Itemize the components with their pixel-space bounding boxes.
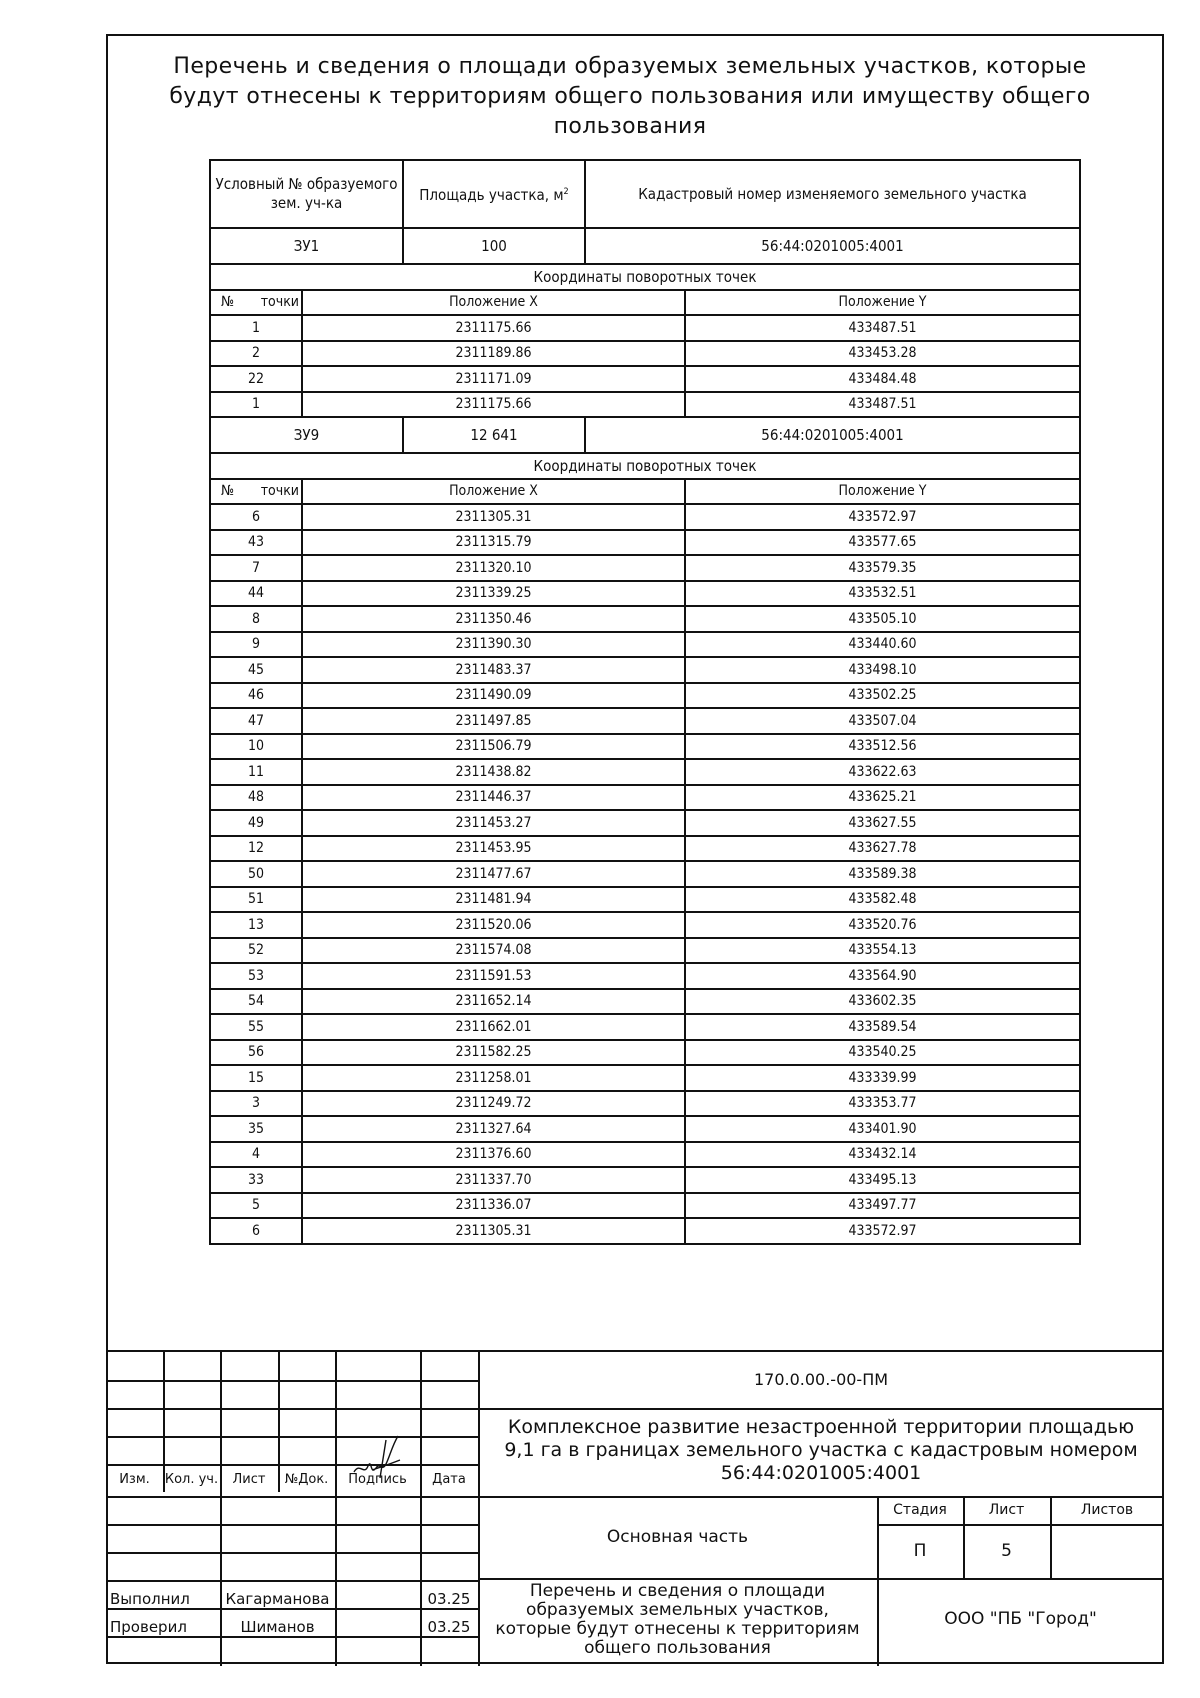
sheet-value: 5	[1001, 1541, 1012, 1561]
point-y: 433432.14	[685, 1142, 1080, 1168]
point-number: 49	[210, 810, 302, 836]
plot-cadastral: 56:44:0201005:4001	[585, 417, 1080, 453]
point-number: 3	[210, 1091, 302, 1117]
point-y: 433512.56	[685, 734, 1080, 760]
point-x: 2311258.01	[302, 1065, 685, 1091]
point-x: 2311249.72	[302, 1091, 685, 1117]
point-x: 2311453.27	[302, 810, 685, 836]
stage-value: П	[913, 1541, 927, 1561]
table-row	[210, 861, 1080, 887]
points-header-row	[210, 479, 1080, 505]
point-y: 433353.77	[685, 1091, 1080, 1117]
plot-row	[210, 228, 1080, 264]
table-row	[210, 530, 1080, 556]
point-y: 433577.65	[685, 530, 1080, 556]
table-row	[210, 1040, 1080, 1066]
point-number-word: точки	[260, 294, 299, 311]
point-x: 2311336.07	[302, 1193, 685, 1219]
point-y: 433507.04	[685, 708, 1080, 734]
point-number: 47	[210, 708, 302, 734]
point-x: 2311171.09	[302, 366, 685, 392]
stage-label: Стадия	[893, 1502, 947, 1518]
point-y: 433554.13	[685, 938, 1080, 964]
point-number: 44	[210, 581, 302, 607]
point-number: 7	[210, 555, 302, 581]
point-number: 15	[210, 1065, 302, 1091]
col-izm: Изм.	[119, 1472, 150, 1487]
point-x: 2311175.66	[302, 315, 685, 341]
point-number: 43	[210, 530, 302, 556]
check-name: Шиманов	[240, 1618, 315, 1636]
point-x: 2311337.70	[302, 1167, 685, 1193]
point-number: 2	[210, 341, 302, 367]
point-y: 433487.51	[685, 315, 1080, 341]
point-y: 433579.35	[685, 555, 1080, 581]
section-name: Основная часть	[606, 1527, 749, 1547]
table-row	[210, 1091, 1080, 1117]
table-row	[210, 1218, 1080, 1244]
point-number-header	[210, 290, 302, 316]
point-y: 433487.51	[685, 392, 1080, 418]
point-x: 2311481.94	[302, 887, 685, 913]
coords-caption-row	[210, 264, 1080, 290]
point-number: 53	[210, 963, 302, 989]
point-x: 2311376.60	[302, 1142, 685, 1168]
point-y: 433582.48	[685, 887, 1080, 913]
point-number: 11	[210, 759, 302, 785]
header-cadastral: Кадастровый номер изменяемого земельного участка	[585, 160, 1080, 228]
point-number: 55	[210, 1014, 302, 1040]
y-header: Положение Y	[685, 290, 1080, 316]
table-row	[210, 581, 1080, 607]
table-row	[210, 683, 1080, 709]
point-y: 433505.10	[685, 606, 1080, 632]
point-number-header	[210, 479, 302, 505]
point-y: 433497.77	[685, 1193, 1080, 1219]
table-row	[210, 708, 1080, 734]
point-x: 2311305.31	[302, 504, 685, 530]
plot-id: ЗУ9	[210, 417, 403, 453]
point-y: 433532.51	[685, 581, 1080, 607]
point-number-symbol: №	[221, 294, 235, 311]
col-podpis: Подпись	[348, 1472, 407, 1487]
point-number: 5	[210, 1193, 302, 1219]
table-row	[210, 963, 1080, 989]
check-date: 03.25	[427, 1618, 471, 1636]
table-row	[210, 989, 1080, 1015]
point-number: 33	[210, 1167, 302, 1193]
col-data: Дата	[432, 1472, 466, 1487]
sheet-title: Перечень и сведения о площади образуемых земельных участков, которые будут отнесены к территориям общего пользования	[495, 1581, 860, 1658]
col-ndok: №Док.	[284, 1472, 329, 1487]
point-number: 8	[210, 606, 302, 632]
table-row	[210, 912, 1080, 938]
col-list: Лист	[232, 1472, 266, 1487]
document-code: 170.0.00.-00-ПМ	[753, 1370, 889, 1389]
point-number: 51	[210, 887, 302, 913]
table-header-row	[210, 160, 1080, 228]
point-y: 433627.55	[685, 810, 1080, 836]
title-block	[106, 1350, 1164, 1666]
point-x: 2311453.95	[302, 836, 685, 862]
point-x: 2311591.53	[302, 963, 685, 989]
point-number: 1	[210, 392, 302, 418]
point-number: 48	[210, 785, 302, 811]
point-x: 2311506.79	[302, 734, 685, 760]
point-number: 22	[210, 366, 302, 392]
point-number: 13	[210, 912, 302, 938]
point-number: 52	[210, 938, 302, 964]
table-row	[210, 392, 1080, 418]
point-number: 1	[210, 315, 302, 341]
point-x: 2311320.10	[302, 555, 685, 581]
point-y: 433498.10	[685, 657, 1080, 683]
point-number: 50	[210, 861, 302, 887]
point-number: 12	[210, 836, 302, 862]
point-number: 56	[210, 1040, 302, 1066]
point-y: 433625.21	[685, 785, 1080, 811]
coords-caption-row	[210, 453, 1080, 479]
point-number-word: точки	[260, 483, 299, 500]
x-header: Положение X	[302, 479, 685, 505]
document-title: Перечень и сведения о площади образуемых земельных участков, которые будут отнесены к территориям общего пользования или имуществу общего пользования	[169, 54, 1091, 139]
point-y: 433622.63	[685, 759, 1080, 785]
point-y: 433484.48	[685, 366, 1080, 392]
point-y: 433589.38	[685, 861, 1080, 887]
sheets-label: Листов	[1080, 1502, 1134, 1518]
coordinates-table	[209, 159, 1081, 1245]
table-row	[210, 606, 1080, 632]
point-number: 4	[210, 1142, 302, 1168]
point-y: 433589.54	[685, 1014, 1080, 1040]
point-number: 9	[210, 632, 302, 658]
point-y: 433495.13	[685, 1167, 1080, 1193]
point-y: 433401.90	[685, 1116, 1080, 1142]
point-number-symbol: №	[221, 483, 235, 500]
table-row	[210, 1142, 1080, 1168]
point-number: 54	[210, 989, 302, 1015]
sheet-label: Лист	[988, 1502, 1025, 1518]
point-x: 2311189.86	[302, 341, 685, 367]
point-x: 2311483.37	[302, 657, 685, 683]
col-kol: Кол. уч.	[164, 1472, 219, 1487]
point-x: 2311652.14	[302, 989, 685, 1015]
table-row	[210, 887, 1080, 913]
point-number: 35	[210, 1116, 302, 1142]
point-number: 6	[210, 1218, 302, 1244]
point-x: 2311327.64	[302, 1116, 685, 1142]
company-name: ООО "ПБ "Город"	[944, 1609, 1097, 1629]
point-y: 433339.99	[685, 1065, 1080, 1091]
plot-area: 12 641	[403, 417, 585, 453]
table-row	[210, 1014, 1080, 1040]
point-number: 45	[210, 657, 302, 683]
table-row	[210, 657, 1080, 683]
point-x: 2311520.06	[302, 912, 685, 938]
table-row	[210, 938, 1080, 964]
point-y: 433572.97	[685, 1218, 1080, 1244]
point-x: 2311175.66	[302, 392, 685, 418]
point-y: 433572.97	[685, 504, 1080, 530]
table-row	[210, 315, 1080, 341]
table-row	[210, 504, 1080, 530]
table-row	[210, 1116, 1080, 1142]
made-date: 03.25	[427, 1590, 471, 1608]
table-row	[210, 1065, 1080, 1091]
point-y: 433520.76	[685, 912, 1080, 938]
point-y: 433453.28	[685, 341, 1080, 367]
point-y: 433440.60	[685, 632, 1080, 658]
check-role: Проверил	[110, 1618, 187, 1636]
y-header: Положение Y	[685, 479, 1080, 505]
point-x: 2311574.08	[302, 938, 685, 964]
plot-row	[210, 417, 1080, 453]
table-row	[210, 366, 1080, 392]
table-row	[210, 734, 1080, 760]
made-name: Кагарманова	[225, 1590, 330, 1608]
point-x: 2311477.67	[302, 861, 685, 887]
plot-area: 100	[403, 228, 585, 264]
table-row	[210, 759, 1080, 785]
point-x: 2311305.31	[302, 1218, 685, 1244]
table-row	[210, 1193, 1080, 1219]
made-role: Выполнил	[110, 1590, 190, 1608]
table-row	[210, 1167, 1080, 1193]
coords-caption: Координаты поворотных точек	[210, 264, 1080, 290]
point-x: 2311339.25	[302, 581, 685, 607]
x-header: Положение X	[302, 290, 685, 316]
point-x: 2311582.25	[302, 1040, 685, 1066]
coords-caption: Координаты поворотных точек	[210, 453, 1080, 479]
table-row	[210, 810, 1080, 836]
point-x: 2311490.09	[302, 683, 685, 709]
header-area: Площадь участка, $м^2$	[403, 160, 585, 228]
point-y: 433502.25	[685, 683, 1080, 709]
signature-icon	[350, 1432, 406, 1482]
point-number: 6	[210, 504, 302, 530]
point-y: 433564.90	[685, 963, 1080, 989]
table-row	[210, 555, 1080, 581]
table-row	[210, 341, 1080, 367]
table-row	[210, 632, 1080, 658]
point-y: 433540.25	[685, 1040, 1080, 1066]
points-header-row	[210, 290, 1080, 316]
point-x: 2311438.82	[302, 759, 685, 785]
point-number: 10	[210, 734, 302, 760]
point-x: 2311350.46	[302, 606, 685, 632]
point-x: 2311497.85	[302, 708, 685, 734]
point-y: 433602.35	[685, 989, 1080, 1015]
point-x: 2311446.37	[302, 785, 685, 811]
plot-id: ЗУ1	[210, 228, 403, 264]
point-number: 46	[210, 683, 302, 709]
table-row	[210, 836, 1080, 862]
point-x: 2311390.30	[302, 632, 685, 658]
project-name: Комплексное развитие незастроенной территории площадью 9,1 га в границах земельного участка с кадастровым номером 56:44:0201005:4001	[504, 1416, 1138, 1484]
header-plot-number: Условный № образуемого зем. уч-ка	[210, 160, 403, 228]
point-y: 433627.78	[685, 836, 1080, 862]
plot-cadastral: 56:44:0201005:4001	[585, 228, 1080, 264]
table-row	[210, 785, 1080, 811]
point-x: 2311315.79	[302, 530, 685, 556]
point-x: 2311662.01	[302, 1014, 685, 1040]
